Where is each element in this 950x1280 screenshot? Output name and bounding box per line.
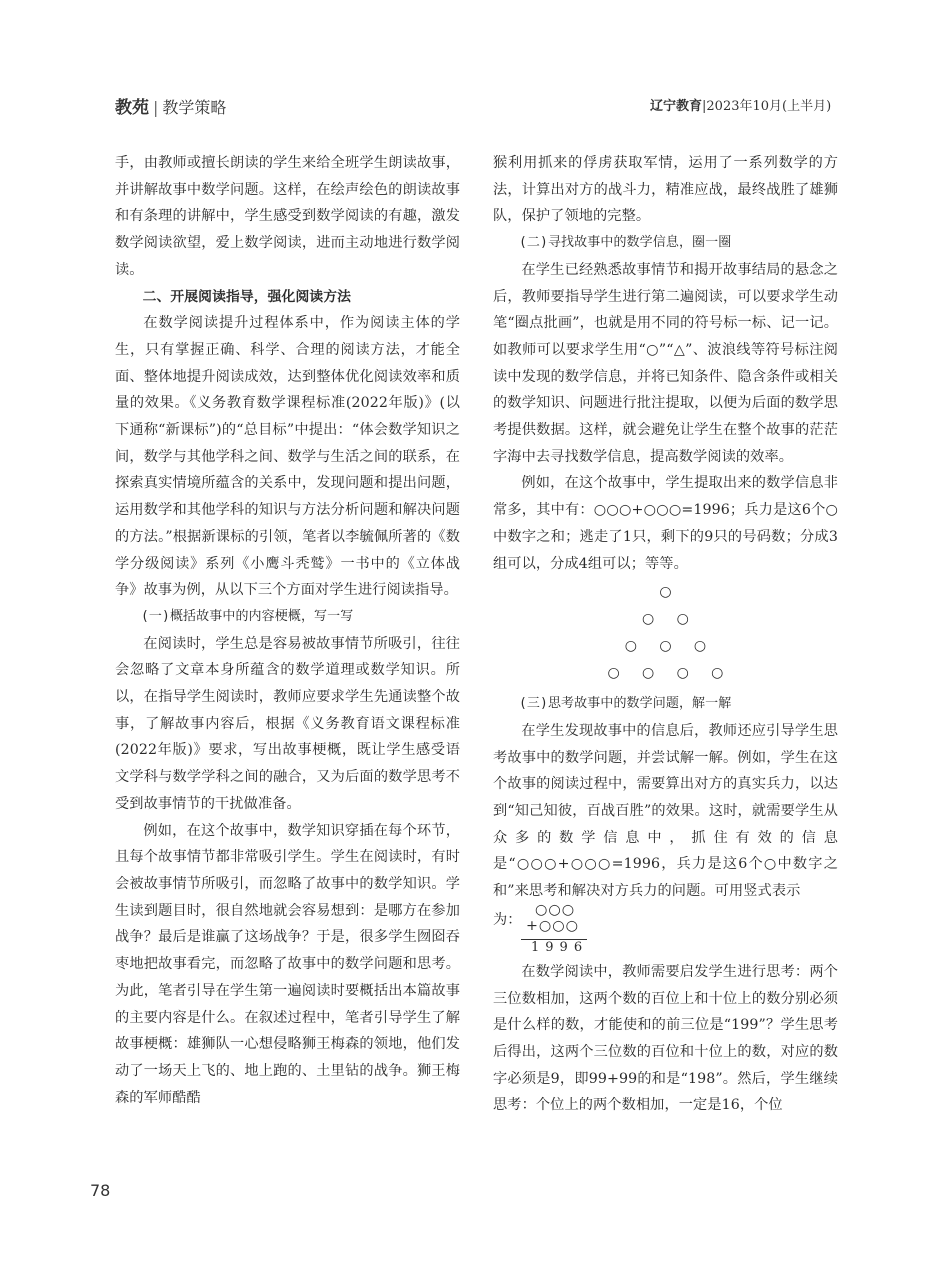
triangle-row xyxy=(493,660,838,687)
vertical-addition xyxy=(493,901,838,959)
paragraph: 猴利用抓来的俘虏获取军情，运用了一系列数学的方法，计算出对方的战斗力，精准应战，最终战胜了雄狮队，保护了领地的完整。 xyxy=(493,155,838,225)
section-heading: 二、开展阅读指导，强化阅读方法 xyxy=(142,288,352,305)
circle-symbol: ○ xyxy=(676,665,689,682)
paragraph: 手，由教师或擅长朗读的学生来给全班学生朗读故事，并讲解故事中数学问题。这样，在绘声绘色的朗读故事和有条理的讲解中，学生感受到数学阅读的有趣，激发数学阅读欲望，爱上数学阅读，进而主动地进行数学阅读。 xyxy=(115,155,460,278)
running-header-right xyxy=(650,95,831,114)
triangle-row xyxy=(493,633,838,660)
paragraph: 在数学阅读提升过程体系中，作为阅读主体的学生，只有掌握正确、科学、合理的阅读方法，才能全面、整体地提升阅读成效，达到整体优化阅读效率和质量的效果。《义务教育数学课程标准(2022年版)》(以下通称“新课标”)的“总目标”中提出：“体会数学知识之间，数学与其他学科之间、数学与生活之间的联系，在探索真实情境所蕴含的关系中，发现问题和提出问题，运用数学和其他学科的知识与方法分析问题和解决问题的方法。”根据新课标的引领，笔者以李毓佩所著的《数学分级阅读》系列《小鹰斗秃鹫》一书中的《立体战争》故事为例，从以下三个方面对学生进行阅读指导。 xyxy=(115,315,460,599)
page-number: 78 xyxy=(90,1181,111,1200)
subsection-heading: (一)概括故事中的内容梗概，写一写 xyxy=(141,608,354,624)
addend-row-2: +○○○ xyxy=(526,917,580,934)
subsection-heading: (三)思考故事中的数学问题，解一解 xyxy=(519,696,732,712)
circle-symbol: ○ xyxy=(607,665,620,682)
circle-triangle-figure xyxy=(493,579,838,687)
paragraph: 例如，在这个故事中，数学知识穿插在每个环节，且每个故事情节都非常吸引学生。学生在阅读时，有时会被故事情节所吸引，而忽略了故事中的数学知识。学生读到题目时，很自然地就会容易想到：是哪方在参加战争？最后是谁赢了这场战争？于是，很多学生囫囵吞枣地把故事看完，而忽略了故事中的数学问题和思考。为此，笔者引导在学生第一遍阅读时要概括出本篇故事的主要内容是什么。在叙述过程中，笔者引导学生了解故事梗概：雄狮队一心想侵略狮王梅森的领地，他们发动了一场天上飞的、地上跑的、土里钻的战争。狮王梅森的军师酷酷 xyxy=(115,822,460,1106)
circle-symbol: ○ xyxy=(676,611,689,628)
section-name: 教学策略 xyxy=(162,98,227,117)
issue-date: 2023年10月(上半月) xyxy=(706,99,832,114)
right-column xyxy=(493,150,838,1119)
circle-symbol: ○ xyxy=(659,638,672,655)
circle-symbol: ○ xyxy=(659,584,672,601)
paragraph: 例如，在这个故事中，学生提取出来的数学信息非常多，其中有：○○○+○○○=1996；兵力是这6个○中数字之和；逃走了1只，剩下的9只的号码数；分成3组可以，分成4组可以；等等。 xyxy=(493,475,838,572)
paragraph: 在数学阅读中，教师需要启发学生进行思考：两个三位数相加，这两个数的百位上和十位上的数分别必须是什么样的数，才能使和的前三位是“199”？学生思考后得出，这两个三位数的百位和十位上的数，对应的数字必须是9，即99+99的和是“198”。然后，学生继续思考：个位上的两个数相加，一定是16，个位 xyxy=(493,963,838,1114)
circle-symbol: ○ xyxy=(642,611,655,628)
paragraph: 在阅读时，学生总是容易被故事情节所吸引，往往会忽略了文章本身所蕴含的数学道理或数学知识。所以，在指导学生阅读时，教师应要求学生先通读整个故事，了解故事内容后，根据《义务教育语文课程标准(2022年版)》要求，写出故事梗概，既让学生感受语文学科与数学学科之间的融合，又为后面的数学思考不受到故事情节的干扰做准备。 xyxy=(115,635,460,812)
journal-name: 辽宁教育 xyxy=(650,99,703,114)
paragraph: 在学生已经熟悉故事情节和揭开故事结局的悬念之后，教师要指导学生进行第二遍阅读，可以要求学生动笔“圈点批画”，也就是用不同的符号标一标、记一记。如教师可以要求学生用“○”“△”、波浪线等符号标注阅读中发现的数学信息，并将已知条件、隐含条件或相关的数学知识、问题进行批注提取，以便为后面的数学思考提供数据。这样，就会避免让学生在整个故事的茫茫字海中去寻找数学信息，提高数学阅读的效率。 xyxy=(493,261,838,465)
addend-row-1: ○○○ xyxy=(535,901,576,918)
left-column xyxy=(115,150,460,1111)
running-header-left xyxy=(115,93,226,118)
header-separator: | xyxy=(153,98,159,117)
subsection-heading: (二)寻找故事中的数学信息，圈一圈 xyxy=(519,235,732,251)
triangle-row xyxy=(493,606,838,633)
circle-symbol: ○ xyxy=(642,665,655,682)
circle-symbol: ○ xyxy=(711,665,724,682)
paragraph: 在学生发现故事中的信息后，教师还应引导学生思考故事中的数学问题，并尝试解一解。例如，学生在这个故事的阅读过程中，需要算出对方的真实兵力，以达到“知己知彼，百战百胜”的效果。这时，就需要学生从众多的数学信息中，抓住有效的信息是“○○○+○○○=1996，兵力是这6个○中数字之和”来思考和解决对方兵力的问题。可用竖式表示 xyxy=(493,722,838,900)
header-separator-right: | xyxy=(702,99,707,114)
triangle-row xyxy=(493,579,838,606)
vertical-label: 为： xyxy=(493,911,522,928)
sum-result: 1996 xyxy=(531,939,589,955)
magazine-brand: 教苑 xyxy=(115,98,149,118)
circle-symbol: ○ xyxy=(693,638,707,655)
circle-symbol: ○ xyxy=(624,638,638,655)
